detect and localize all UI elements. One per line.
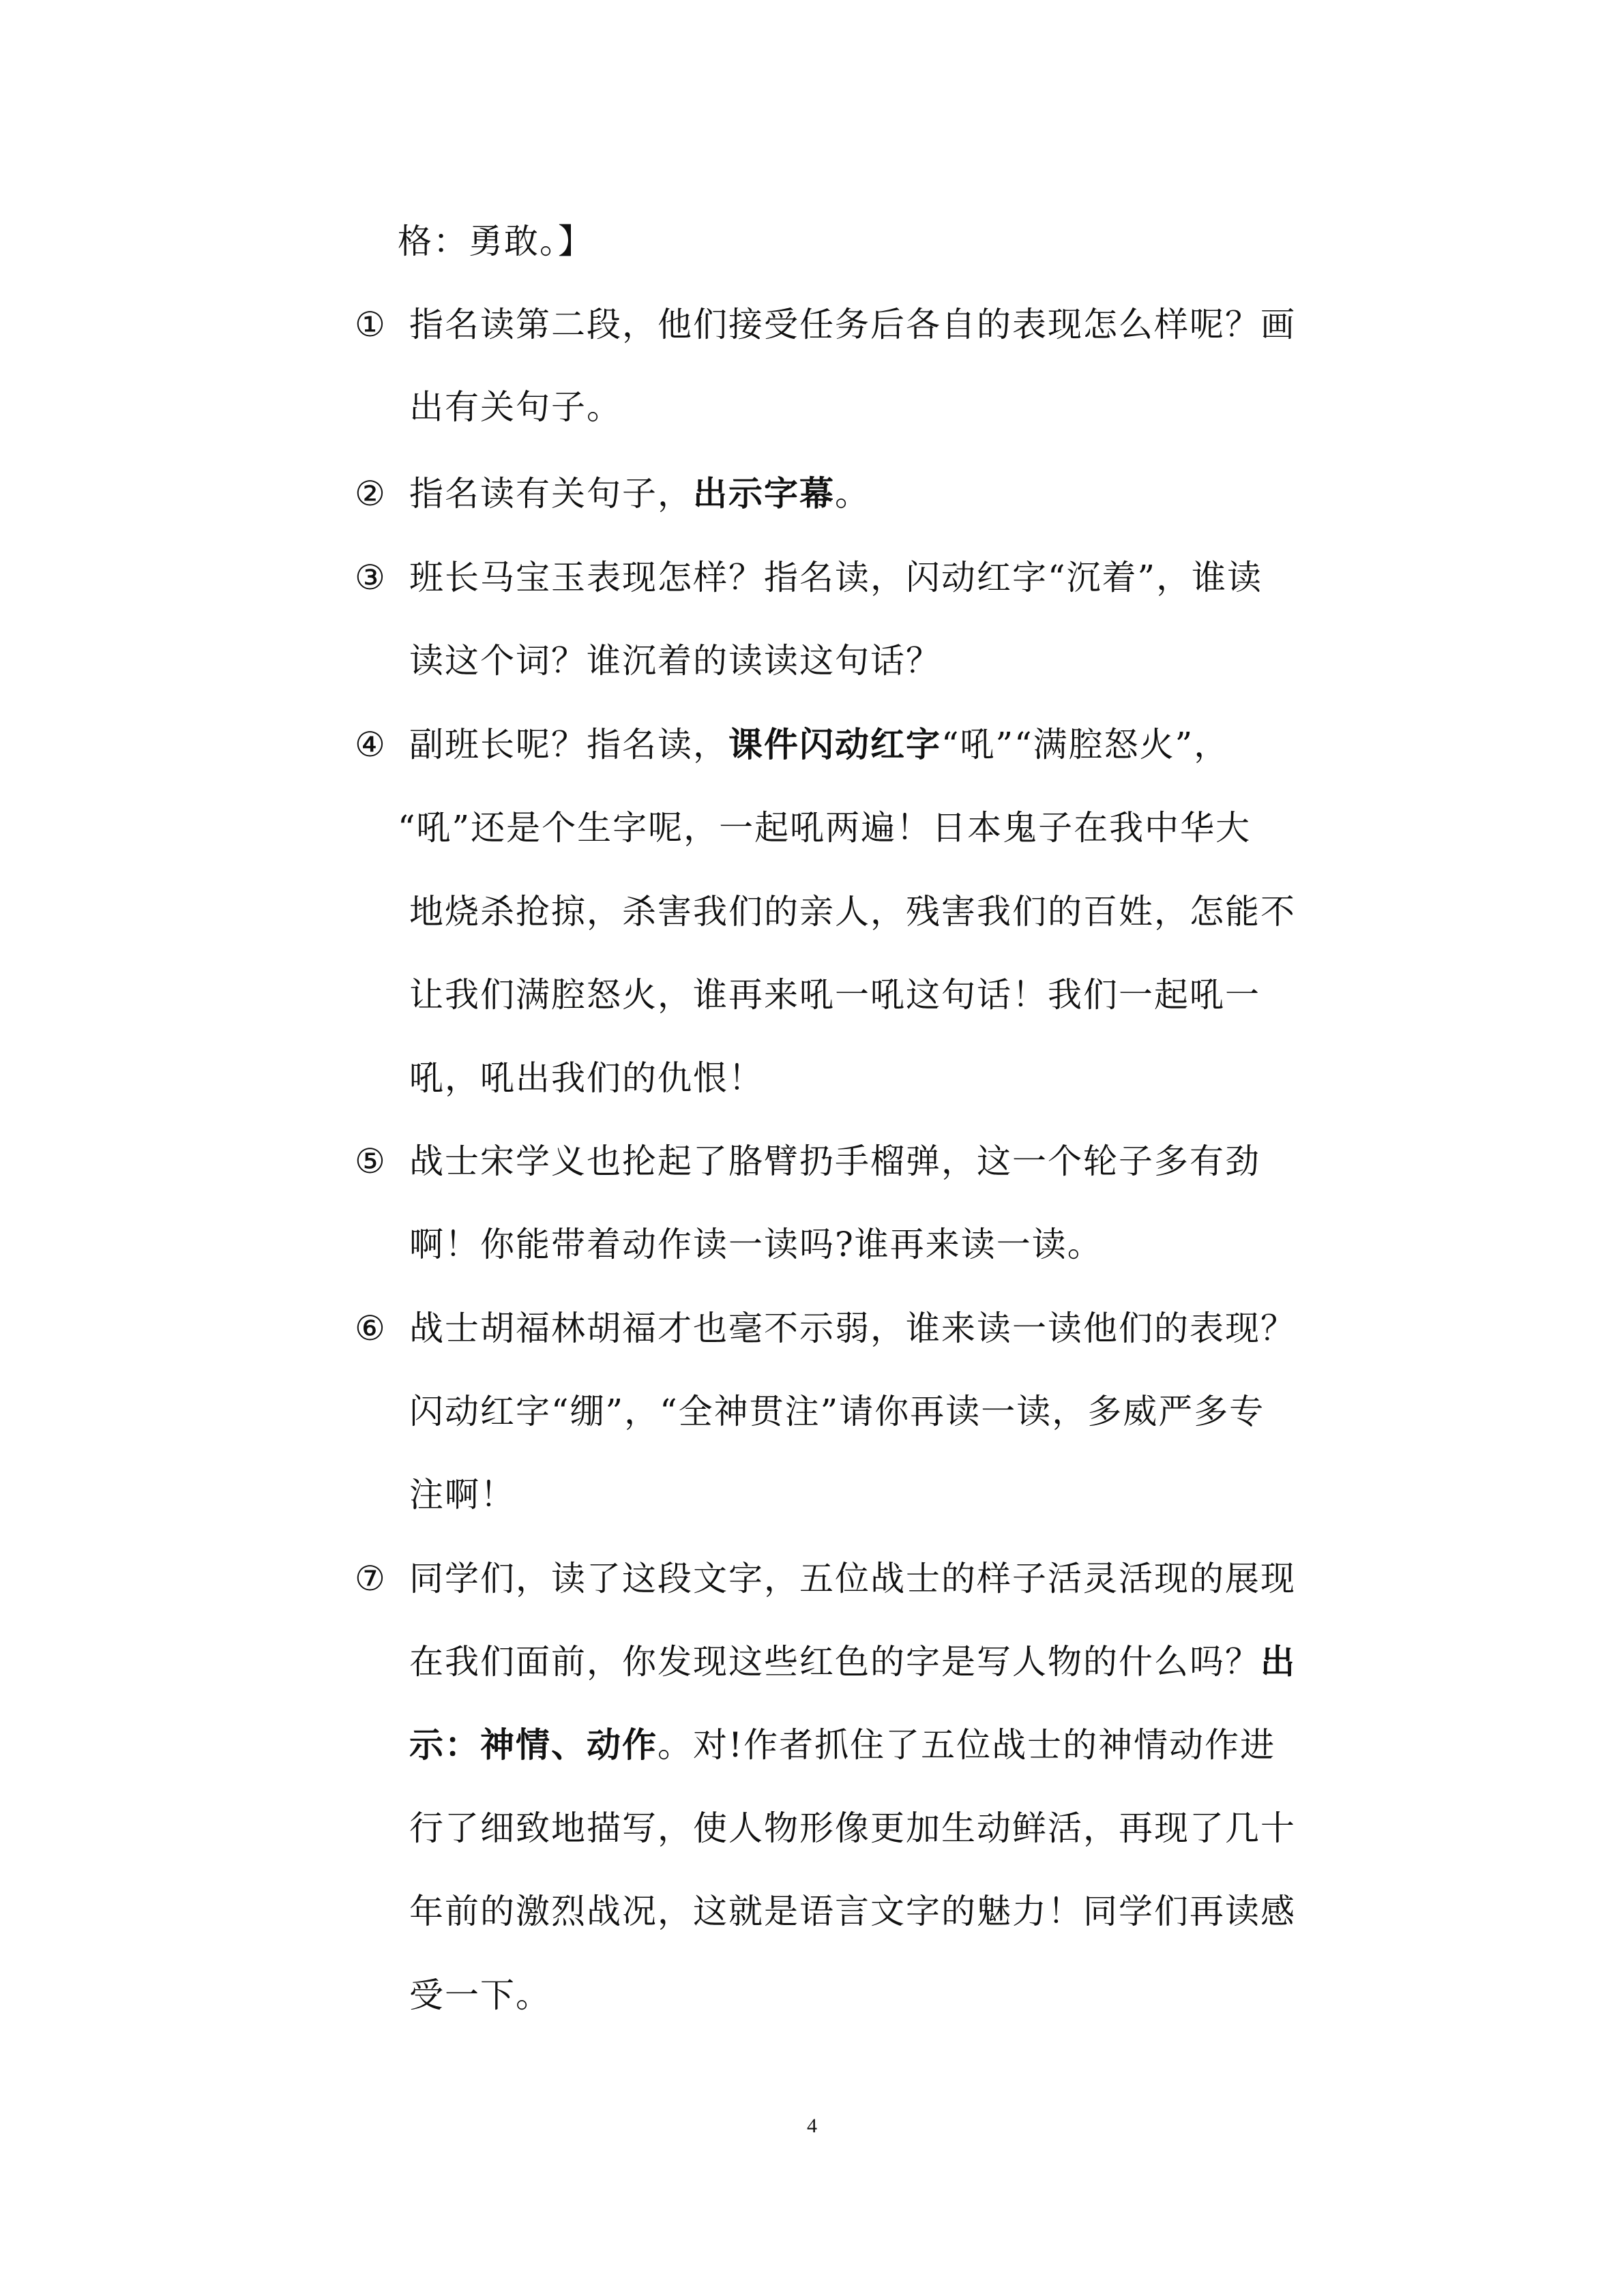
- item-marker: ⑦: [355, 1559, 385, 1598]
- item-text-line: 让我们满腔怒火，谁再来吼一吼这句话！我们一起吼一: [409, 975, 1260, 1015]
- item-marker: ⑤: [355, 1142, 385, 1181]
- text-run: 。对!作者抓住了五位战士的神情动作进: [658, 1725, 1276, 1765]
- item-marker: ③: [355, 558, 385, 597]
- bold-text-run: 出示字幕: [693, 473, 835, 513]
- bold-text-run: 课件闪动红字: [728, 724, 941, 764]
- item-text-line: 行了细致地描写，使人物形像更加生动鲜活，再现了几十: [409, 1808, 1296, 1848]
- item-text-line: 受一下。: [409, 1976, 551, 2015]
- continuation-line: 格：勇敢。】: [398, 222, 593, 261]
- text-run: 副班长呢？指名读，: [409, 725, 728, 764]
- item-marker: ①: [355, 305, 385, 344]
- item-text-line: 同学们，读了这段文字，五位战士的样子活灵活现的展现: [409, 1559, 1296, 1598]
- item-text-line: 吼，吼出我们的仇恨！: [409, 1058, 764, 1098]
- text-run: “吼”“满腔怒火”，: [941, 725, 1230, 764]
- item-text-line: [409, 472, 870, 516]
- item-text-line: 出有关句子。: [409, 387, 622, 427]
- item-text-line: “吼”还是个生字呢，一起吼两遍！日本鬼子在我中华大: [398, 808, 1252, 848]
- text-run: 在我们面前，你发现这些红色的字是写人物的什么吗？: [409, 1642, 1260, 1682]
- page-number: 4: [807, 2115, 817, 2137]
- item-text-line: 读这个词？谁沉着的读读这句话？: [409, 641, 941, 681]
- item-text-line: [409, 723, 1229, 766]
- item-marker: ⑥: [355, 1309, 385, 1348]
- text-run: 。: [835, 474, 870, 513]
- item-marker: ②: [355, 474, 385, 513]
- bold-text-run: 示：神情、动作: [409, 1725, 658, 1765]
- item-text-line: 啊！你能带着动作读一读吗?谁再来读一读。: [409, 1225, 1103, 1264]
- item-text-line: [409, 1723, 1275, 1767]
- bold-text-run: 出: [1260, 1641, 1296, 1682]
- item-text-line: 班长马宝玉表现怎样？指名读，闪动红字“沉着”，谁读: [409, 558, 1263, 597]
- item-text-line: 年前的激烈战况，这就是语言文字的魅力！同学们再读感: [409, 1892, 1296, 1931]
- item-text-line: 地烧杀抢掠，杀害我们的亲人，残害我们的百姓，怎能不: [409, 892, 1296, 931]
- item-text-line: 指名读第二段，他们接受任务后各自的表现怎么样呢？画: [409, 305, 1296, 344]
- item-marker: ④: [355, 725, 385, 764]
- item-text-line: 闪动红字“绷”，“全神贯注”请你再读一读，多威严多专: [409, 1392, 1265, 1431]
- text-run: 指名读有关句子，: [409, 474, 693, 513]
- item-text-line: 战士宋学义也抡起了胳臂扔手榴弹，这一个轮子多有劲: [409, 1142, 1260, 1181]
- item-text-line: 注啊！: [409, 1475, 516, 1515]
- item-text-line: 战士胡福林胡福才也毫不示弱，谁来读一读他们的表现？: [409, 1309, 1296, 1348]
- item-text-line: [409, 1640, 1296, 1684]
